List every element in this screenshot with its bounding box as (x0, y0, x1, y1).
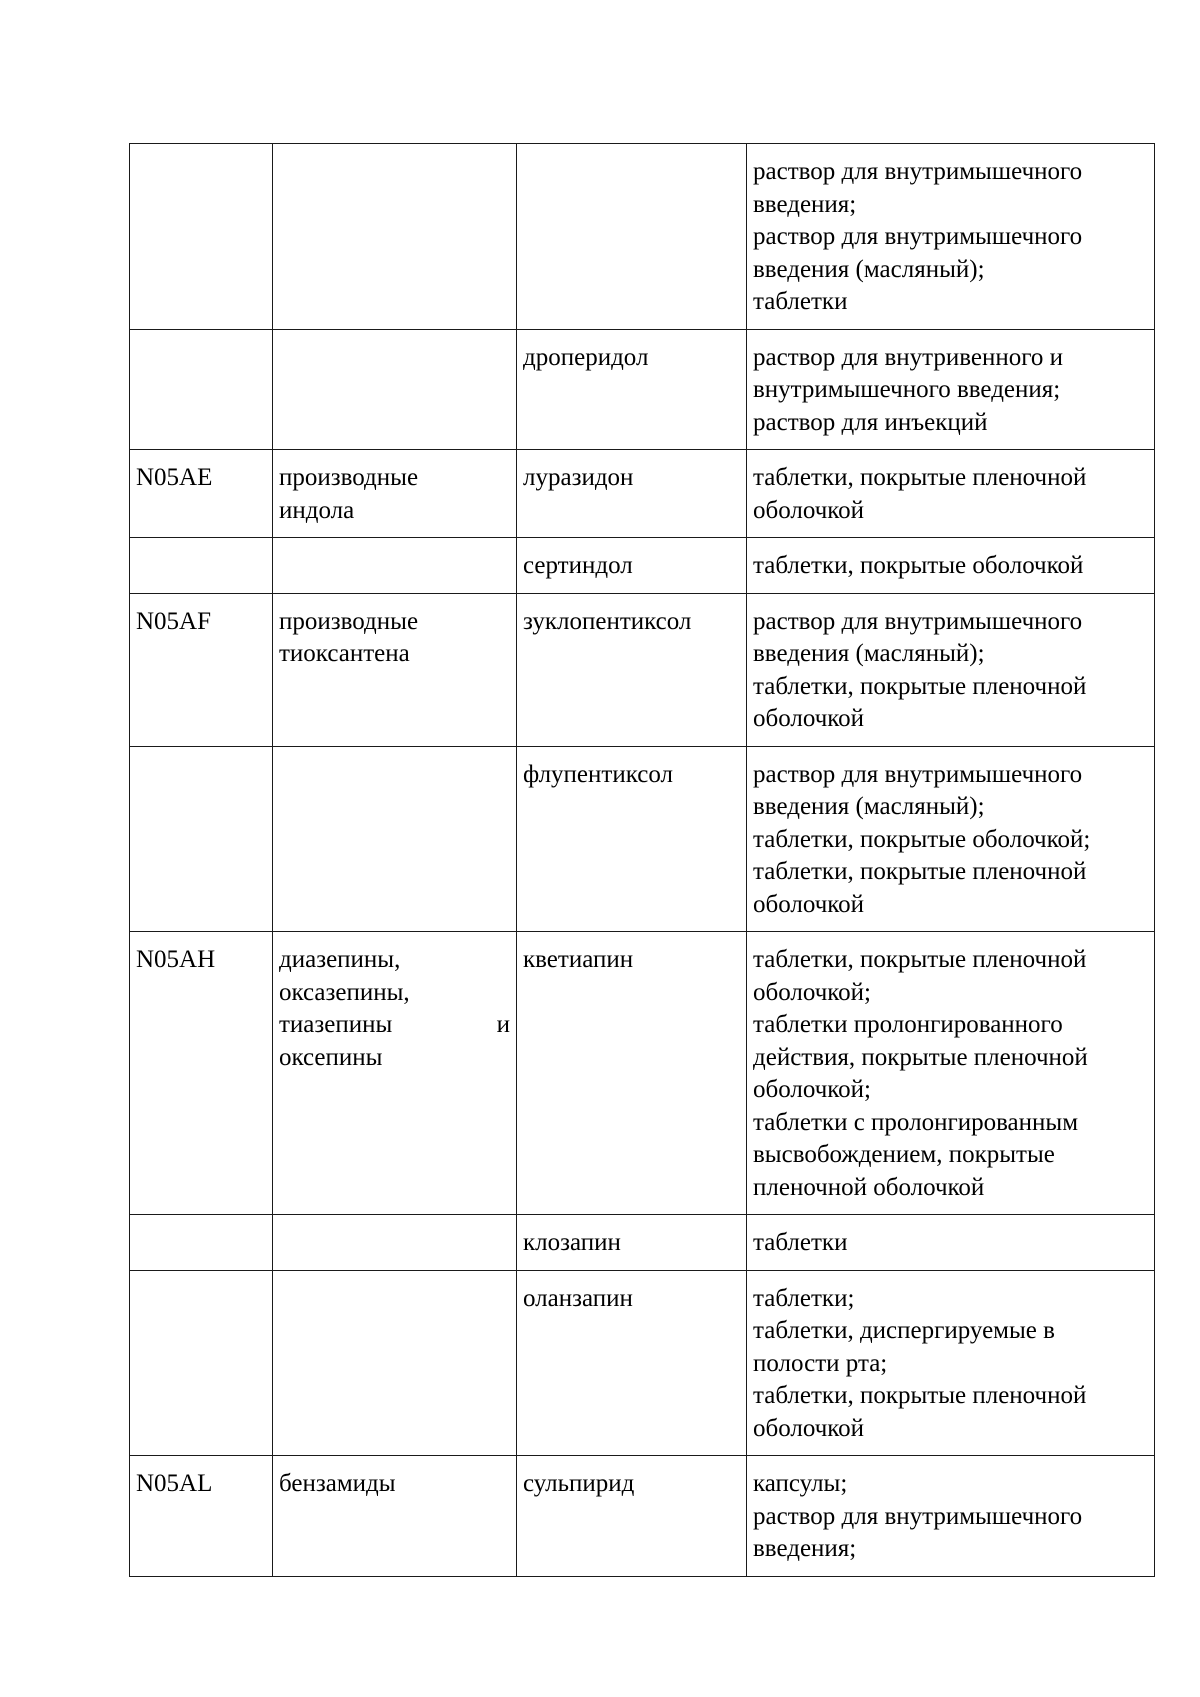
dosage-form-line: оболочкой (753, 496, 865, 524)
table-row (130, 450, 1155, 538)
pharmacological-group-line: тиазепины и (279, 1011, 510, 1038)
dosage-form-line: раствор для внутримышечного (753, 607, 1083, 635)
dosage-form-cell (747, 1270, 1155, 1456)
dosage-form-line: таблетки, покрытые оболочкой; (753, 825, 1091, 853)
drug-name: сертиндол (523, 552, 633, 579)
pharmacological-group-cell (273, 1270, 517, 1456)
pharmacological-group-cell (273, 932, 517, 1215)
drug-name: флупентиксол (523, 760, 673, 788)
drug-name: дроперидол (523, 343, 649, 371)
pharmacological-group-line: индола (279, 496, 355, 524)
dosage-form-line: оболочкой; (753, 1076, 871, 1103)
pharmacological-group-cell (273, 538, 517, 594)
dosage-form-line: таблетки (753, 288, 848, 315)
pharmacological-group-line: бензамиды (279, 1470, 396, 1497)
dosage-form-cell (747, 1215, 1155, 1271)
pharmacological-group-cell (273, 1456, 517, 1577)
dosage-form-line: раствор для внутримышечного (753, 1502, 1083, 1530)
table-row (130, 932, 1155, 1215)
dosage-form-line: оболочкой (753, 705, 865, 732)
drug-name-cell (517, 932, 747, 1215)
dosage-form-line: введения; (753, 1535, 857, 1562)
pharmacological-group-line: производные (279, 464, 419, 491)
dosage-form-cell (747, 932, 1155, 1215)
drug-name: кветиапин (523, 946, 634, 973)
atc-code: N05AE (136, 464, 213, 491)
atc-code: N05AF (136, 607, 212, 635)
drug-name: зуклопентиксол (523, 607, 692, 635)
pharmacological-group-cell (273, 593, 517, 746)
pharmacological-group-line: оксепины (279, 1043, 383, 1071)
dosage-form-line: полости рта; (753, 1349, 888, 1377)
pharmacological-group-line: диазепины, (279, 946, 401, 973)
pharmacological-group-cell (273, 1215, 517, 1271)
drug-name: луразидон (523, 464, 634, 491)
dosage-form-line: таблетки, покрытые пленочной (753, 464, 1087, 491)
atc-code-cell (130, 1215, 273, 1271)
table-row (130, 1215, 1155, 1271)
pharmacological-group-cell (273, 144, 517, 330)
drug-name: сульпирид (523, 1470, 635, 1497)
pharmacological-group-cell (273, 746, 517, 932)
table-row (130, 1456, 1155, 1577)
dosage-form-line: таблетки, покрытые пленочной (753, 672, 1087, 700)
drug-name-cell (517, 1215, 747, 1271)
atc-code: N05AL (136, 1470, 213, 1497)
table-row (130, 1270, 1155, 1456)
drug-name-cell (517, 538, 747, 594)
dosage-form-cell (747, 144, 1155, 330)
dosage-form-line: введения; (753, 190, 857, 218)
dosage-form-cell (747, 1456, 1155, 1577)
table-row (130, 538, 1155, 594)
dosage-form-line: раствор для внутримышечного (753, 223, 1083, 250)
atc-code: N05AH (136, 946, 216, 973)
atc-code-cell (130, 593, 273, 746)
dosage-form-cell (747, 538, 1155, 594)
drug-name: клозапин (523, 1229, 621, 1256)
pharmacological-group-cell (273, 450, 517, 538)
dosage-form-line: введения (масляный); (753, 793, 985, 820)
dosage-form-line: раствор для инъекций (753, 408, 988, 436)
drug-name-cell (517, 329, 747, 450)
pharmacological-group-line: тиоксантена (279, 640, 410, 667)
table-row (130, 144, 1155, 330)
dosage-form-cell (747, 593, 1155, 746)
atc-code-cell (130, 1270, 273, 1456)
dosage-form-line: таблетки; (753, 1284, 855, 1312)
dosage-form-line: таблетки, покрытые пленочной (753, 1382, 1087, 1409)
dosage-form-line: таблетки (753, 1229, 848, 1256)
drug-name-cell (517, 1270, 747, 1456)
drug-name: оланзапин (523, 1284, 633, 1312)
dosage-form-line: высвобождением, покрытые (753, 1141, 1055, 1168)
dosage-form-line: раствор для внутримышечного (753, 158, 1083, 185)
dosage-form-line: таблетки пролонгированного (753, 1011, 1063, 1038)
dosage-form-line: раствор для внутривенного и (753, 343, 1064, 371)
drug-table (129, 143, 1155, 1577)
atc-code-cell (130, 329, 273, 450)
dosage-form-line: таблетки, покрытые пленочной (753, 858, 1087, 885)
atc-code-cell (130, 450, 273, 538)
dosage-form-line: оболочкой; (753, 978, 871, 1006)
drug-name-cell (517, 450, 747, 538)
dosage-form-line: капсулы; (753, 1470, 848, 1497)
dosage-form-line: таблетки, покрытые оболочкой (753, 552, 1084, 579)
dosage-form-line: пленочной оболочкой (753, 1173, 985, 1201)
atc-code-cell (130, 538, 273, 594)
pharmacological-group-line: оксазепины, (279, 978, 410, 1006)
drug-name-cell (517, 144, 747, 330)
pharmacological-group-cell (273, 329, 517, 450)
dosage-form-line: раствор для внутримышечного (753, 760, 1083, 788)
dosage-form-line: таблетки, диспергируемые в (753, 1317, 1055, 1344)
dosage-form-line: оболочкой (753, 1414, 865, 1442)
dosage-form-line: внутримышечного введения; (753, 376, 1061, 403)
dosage-form-cell (747, 746, 1155, 932)
table-body (130, 144, 1155, 1577)
atc-code-cell (130, 746, 273, 932)
dosage-form-line: оболочкой (753, 890, 865, 918)
atc-code-cell (130, 932, 273, 1215)
dosage-form-line: действия, покрытые пленочной (753, 1043, 1088, 1071)
atc-code-cell (130, 1456, 273, 1577)
dosage-form-line: введения (масляный); (753, 640, 985, 667)
dosage-form-cell (747, 329, 1155, 450)
drug-name-cell (517, 1456, 747, 1577)
dosage-form-cell (747, 450, 1155, 538)
dosage-form-line: введения (масляный); (753, 255, 985, 283)
atc-code-cell (130, 144, 273, 330)
pharmacological-group-line: производные (279, 607, 419, 635)
table-row (130, 593, 1155, 746)
table-row (130, 746, 1155, 932)
table-row (130, 329, 1155, 450)
dosage-form-line: таблетки, покрытые пленочной (753, 946, 1087, 973)
drug-name-cell (517, 593, 747, 746)
drug-name-cell (517, 746, 747, 932)
dosage-form-line: таблетки с пролонгированным (753, 1108, 1079, 1136)
